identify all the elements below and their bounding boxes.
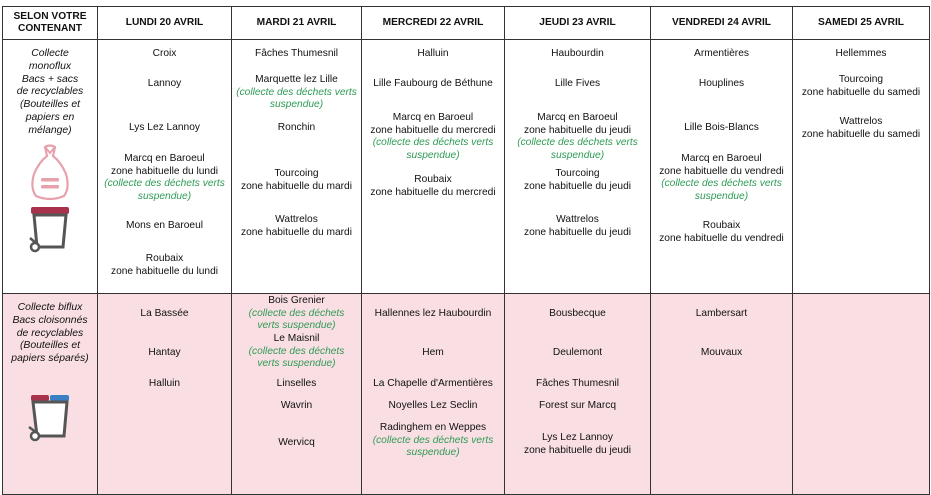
commune-entry <box>98 308 231 321</box>
zone-note: zone habituelle du mercredi <box>370 124 496 136</box>
commune-entry <box>232 333 361 371</box>
commune-name: Croix <box>152 48 177 59</box>
commune-name: Lys Lez Lannoy <box>129 122 200 133</box>
commune-name: Deulemont <box>552 347 603 358</box>
biflux-label-line: Collecte biflux <box>17 302 83 313</box>
commune-name: Noyelles Lez Seclin <box>388 400 478 411</box>
cell-biflux-wednesday <box>362 294 505 495</box>
commune-entry <box>651 347 792 360</box>
green-waste-suspended-note: verts suspendue) <box>257 358 336 369</box>
header-row <box>3 7 930 40</box>
header-day-saturday: SAMEDI 25 AVRIL <box>793 7 930 40</box>
commune-name: Bois Grenier <box>268 295 325 306</box>
commune-entry <box>98 153 231 203</box>
commune-name: La Bassée <box>140 308 189 319</box>
commune-entry <box>651 122 792 135</box>
commune-name: Armentières <box>694 48 749 59</box>
commune-name: Lille Faubourg de Béthune <box>373 78 493 89</box>
commune-entry <box>505 432 650 457</box>
zone-note: zone habituelle du mercredi <box>370 186 496 198</box>
commune-name: Lille Fives <box>554 78 601 89</box>
zone-note: zone habituelle du jeudi <box>523 444 632 456</box>
commune-name: Roubaix <box>702 220 741 231</box>
commune-entry <box>98 253 231 278</box>
commune-name: Haubourdin <box>551 48 604 59</box>
monoflux-label-line: (Bouteilles et <box>19 99 81 111</box>
commune-entry <box>505 214 650 239</box>
commune-name: Linselles <box>276 378 317 389</box>
commune-entry <box>362 48 504 61</box>
green-waste-suspended-note: (collecte des déchets <box>248 307 345 319</box>
commune-entry <box>232 378 361 391</box>
header-day-thursday: JEUDI 23 AVRIL <box>505 7 651 40</box>
green-waste-suspended-note: suspendue) <box>406 447 460 458</box>
green-waste-suspended-note: (collecte des déchets verts <box>661 178 782 189</box>
commune-name: Wervicq <box>278 437 315 448</box>
zone-note: zone habituelle du vendredi <box>659 165 784 177</box>
biflux-label-line: Bacs cloisonnés <box>12 314 88 326</box>
divided-bin-icon <box>25 392 75 444</box>
commune-entry <box>232 295 361 333</box>
commune-name: Wattrelos <box>839 116 883 127</box>
cell-biflux-tuesday <box>232 294 362 495</box>
commune-name: Marcq en Baroeul <box>681 153 762 164</box>
green-waste-suspended-note: suspendue) <box>550 149 605 161</box>
commune-entry <box>232 122 361 135</box>
commune-entry <box>232 48 361 61</box>
monoflux-icons <box>3 138 97 254</box>
green-waste-suspended-note: (collecte des déchets verts <box>517 137 638 148</box>
zone-note: zone habituelle du jeudi <box>523 124 632 136</box>
commune-entry <box>98 378 231 391</box>
commune-entry <box>651 220 792 245</box>
monoflux-label-line: mélange) <box>28 124 72 136</box>
commune-entry <box>98 347 231 360</box>
commune-name: Le Maisnil <box>273 333 320 344</box>
zone-note: zone habituelle du samedi <box>801 128 921 140</box>
collection-schedule-table <box>2 6 930 495</box>
cell-monoflux-wednesday <box>362 40 505 294</box>
commune-entry <box>651 48 792 61</box>
commune-name: Hellemmes <box>835 48 887 59</box>
zone-note: zone habituelle du mardi <box>240 180 352 192</box>
cell-monoflux-saturday <box>793 40 930 294</box>
cell-monoflux-thursday <box>505 40 651 294</box>
commune-name: Lys Lez Lannoy <box>542 432 613 443</box>
cell-monoflux-monday <box>98 40 232 294</box>
biflux-label-line: papiers séparés) <box>11 353 89 365</box>
commune-entry <box>362 378 504 391</box>
commune-entry <box>651 153 792 203</box>
commune-name: Mons en Baroeul <box>125 220 204 231</box>
commune-entry <box>362 400 504 413</box>
green-waste-suspended-note: verts suspendue) <box>257 320 336 331</box>
commune-name: Hem <box>422 347 444 358</box>
header-day-wednesday: MERCREDI 22 AVRIL <box>362 7 505 40</box>
commune-name: Lambersart <box>695 308 748 319</box>
biflux-label-line: de recyclables <box>16 327 84 339</box>
commune-name: La Chapelle d'Armentières <box>373 378 493 389</box>
bin-icon <box>27 204 73 254</box>
label-monoflux <box>3 40 98 294</box>
commune-name: Marquette lez Lille <box>255 74 338 85</box>
row-monoflux <box>3 40 930 294</box>
commune-name: Tourcoing <box>274 168 319 179</box>
green-waste-suspended-note: suspendue) <box>694 190 749 202</box>
commune-name: Radinghem en Weppes <box>379 422 487 433</box>
monoflux-label-line: Bacs + sacs <box>21 73 79 85</box>
commune-entry <box>651 308 792 321</box>
commune-entry <box>232 168 361 193</box>
biflux-icons <box>3 366 97 444</box>
commune-name: Halluin <box>148 378 181 389</box>
cell-biflux-saturday <box>793 294 930 495</box>
commune-name: Halluin <box>417 48 449 59</box>
monoflux-label-line: monoflux <box>28 60 72 72</box>
cell-biflux-monday <box>98 294 232 495</box>
commune-name: Tourcoing <box>838 74 884 85</box>
green-waste-suspended-note: (collecte des déchets <box>248 345 345 357</box>
label-monoflux-text <box>3 48 97 138</box>
commune-entry <box>98 48 231 61</box>
zone-note: zone habituelle du vendredi <box>659 232 784 244</box>
green-waste-suspended-note: (collecte des déchets verts <box>372 434 494 446</box>
commune-entry <box>505 400 650 413</box>
commune-entry <box>362 78 504 91</box>
commune-entry <box>232 74 361 112</box>
commune-entry <box>362 174 504 199</box>
commune-name: Fâches Thumesnil <box>254 48 339 59</box>
commune-name: Lannoy <box>147 78 182 89</box>
commune-entry <box>98 78 231 91</box>
commune-entry <box>232 214 361 239</box>
zone-note: zone habituelle du jeudi <box>523 226 632 238</box>
commune-name: Bousbecque <box>549 308 606 319</box>
commune-name: Houplines <box>698 78 745 89</box>
commune-name: Wavrin <box>280 400 313 411</box>
monoflux-label-line: de recyclables <box>16 86 84 98</box>
header-col0-line1: SELON VOTRE <box>13 11 87 22</box>
label-biflux <box>3 294 98 495</box>
commune-name: Forest sur Marcq <box>539 400 616 411</box>
zone-note: zone habituelle du samedi <box>801 86 921 98</box>
schedule-table-wrap <box>2 6 930 495</box>
commune-name: Roubaix <box>414 174 452 185</box>
commune-name: Fâches Thumesnil <box>535 378 620 389</box>
commune-entry <box>505 168 650 193</box>
green-waste-suspended-note: suspendue) <box>406 149 460 161</box>
commune-name: Marcq en Baroeul <box>537 112 618 123</box>
cell-biflux-thursday <box>505 294 651 495</box>
header-container-type <box>3 7 98 40</box>
row-biflux <box>3 294 930 495</box>
commune-name: Ronchin <box>277 122 316 133</box>
commune-name: Lille Bois-Blancs <box>684 122 759 133</box>
header-col0-line2: CONTENANT <box>18 23 82 34</box>
commune-entry <box>362 112 504 162</box>
commune-name: Hantay <box>148 347 181 358</box>
commune-entry <box>232 437 361 450</box>
commune-entry <box>793 116 929 141</box>
zone-note: zone habituelle du jeudi <box>523 180 632 192</box>
commune-name: Marcq en Baroeul <box>392 112 474 123</box>
header-day-friday: VENDREDI 24 AVRIL <box>651 7 793 40</box>
commune-entry <box>362 422 504 460</box>
commune-entry <box>505 378 650 391</box>
commune-entry <box>505 308 650 321</box>
commune-entry <box>362 308 504 321</box>
header-day-monday: LUNDI 20 AVRIL <box>98 7 232 40</box>
commune-name: Roubaix <box>145 253 184 264</box>
commune-name: Marcq en Baroeul <box>124 153 205 164</box>
commune-entry <box>98 122 231 135</box>
commune-name: Tourcoing <box>555 168 600 179</box>
green-waste-suspended-note: (collecte des déchets verts <box>372 137 494 148</box>
label-biflux-text <box>3 302 97 366</box>
zone-note: zone habituelle du mardi <box>240 226 352 238</box>
green-waste-suspended-note: suspendue) <box>269 99 324 110</box>
green-waste-suspended-note: suspendue) <box>137 190 192 202</box>
green-waste-suspended-note: (collecte des déchets verts <box>236 86 357 98</box>
commune-entry <box>505 78 650 91</box>
cell-biflux-friday <box>651 294 793 495</box>
monoflux-label-line: papiers en <box>25 111 75 123</box>
green-waste-suspended-note: (collecte des déchets verts <box>104 178 225 189</box>
monoflux-label-line: Collecte <box>31 48 69 59</box>
commune-entry <box>362 347 504 360</box>
commune-name: Hallennes lez Haubourdin <box>374 308 492 319</box>
commune-entry <box>232 400 361 413</box>
commune-name: Mouvaux <box>700 347 743 358</box>
commune-entry <box>505 112 650 162</box>
commune-entry <box>793 48 929 61</box>
commune-name: Wattrelos <box>275 214 318 225</box>
commune-entry <box>505 48 650 61</box>
biflux-label-line: (Bouteilles et <box>19 340 81 352</box>
zone-note: zone habituelle du lundi <box>110 265 219 277</box>
cell-monoflux-tuesday <box>232 40 362 294</box>
header-day-tuesday: MARDI 21 AVRIL <box>232 7 362 40</box>
cell-monoflux-friday <box>651 40 793 294</box>
commune-entry <box>651 78 792 91</box>
bag-icon <box>28 144 72 202</box>
commune-entry <box>98 220 231 233</box>
commune-entry <box>793 74 929 99</box>
commune-name: Wattrelos <box>556 214 599 225</box>
commune-entry <box>505 347 650 360</box>
zone-note: zone habituelle du lundi <box>110 165 219 177</box>
